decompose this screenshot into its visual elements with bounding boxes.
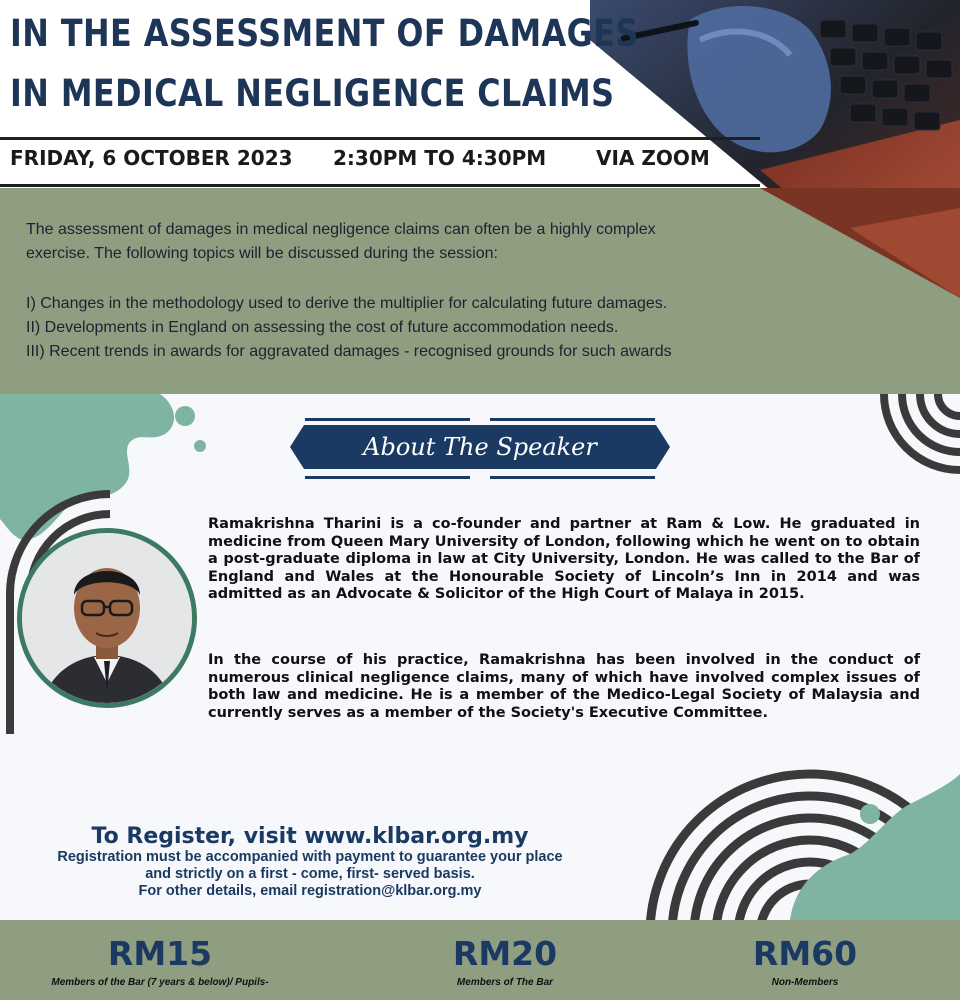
topic-item: II) Developments in England on assessing the cost of future accommodation needs. (26, 319, 619, 336)
speaker-avatar (17, 528, 197, 708)
price-tier (655, 934, 955, 988)
concentric-arcs-topright (880, 394, 960, 504)
title-line-1: IN THE ASSESSMENT OF DAMAGES (10, 12, 639, 55)
banner-line (490, 418, 655, 421)
header-divider-bottom (0, 184, 760, 187)
register-line-3: For other details, email registration@klbar.org.my (138, 883, 482, 899)
price-amount: RM20 (452, 934, 558, 973)
event-date: FRIDAY, 6 OCTOBER 2023 (10, 146, 293, 170)
register-link[interactable]: To Register, visit www.klbar.org.my (91, 824, 529, 849)
price-description: Members of The Bar (456, 977, 554, 988)
price-description: Members of the Bar (7 years & below)/ Pupils- (51, 977, 269, 988)
speaker-photo (22, 533, 192, 703)
price-tier (10, 934, 310, 988)
registration-info (0, 824, 620, 900)
header-divider-top (0, 137, 760, 140)
speaker-bio-paragraph-2: In the course of his practice, Ramakrishna has been involved in the conduct of numerous clinical negligence claims, many of which have involved complex issues of both law and medicine. He is a member of the Medico-Legal Society of Malaysia and currently serves as a member of the Society's Executive Committee. (208, 652, 920, 721)
concentric-circles-bottomright (620, 744, 960, 920)
register-line-2: and strictly on a first - come, first- served basis. (145, 866, 475, 882)
speaker-bio-paragraph-1: Ramakrishna Tharini is a co-founder and partner at Ram & Low. He graduated in medicine from Queen Mary University of London, following which he went on to obtain a post-graduate diploma in law at City University, London. He was called to the Bar of England and Wales at the Honourable Society of Lincoln’s Inn in 2014 and was admitted as an Advocate & Solicitor of the High Court of Malaya in 2015. (208, 516, 920, 602)
banner-line (490, 476, 655, 479)
banner-line (305, 476, 470, 479)
speaker-heading: About The Speaker (363, 433, 597, 461)
topic-item: I) Changes in the methodology used to derive the multiplier for calculating future damages. (26, 295, 668, 312)
event-venue: VIA ZOOM (596, 146, 710, 170)
photo-overlap (0, 188, 960, 308)
event-time: 2:30PM TO 4:30PM (333, 146, 547, 170)
price-amount: RM15 (107, 934, 213, 973)
pricing-section (0, 920, 960, 1000)
banner-line (305, 418, 470, 421)
price-description: Non-Members (771, 977, 839, 988)
register-line-1: Registration must be accompanied with payment to guarantee your place (57, 849, 563, 865)
price-tier (355, 934, 655, 988)
intro-line-2: exercise. The following topics will be discussed during the session: (26, 245, 498, 262)
title-line-2: IN MEDICAL NEGLIGENCE CLAIMS (10, 72, 615, 115)
intro-line-1: The assessment of damages in medical negligence claims can often be a highly complex (26, 221, 656, 238)
price-amount: RM60 (752, 934, 858, 973)
topic-item: III) Recent trends in awards for aggravated damages - recognised grounds for such awards (26, 343, 672, 360)
